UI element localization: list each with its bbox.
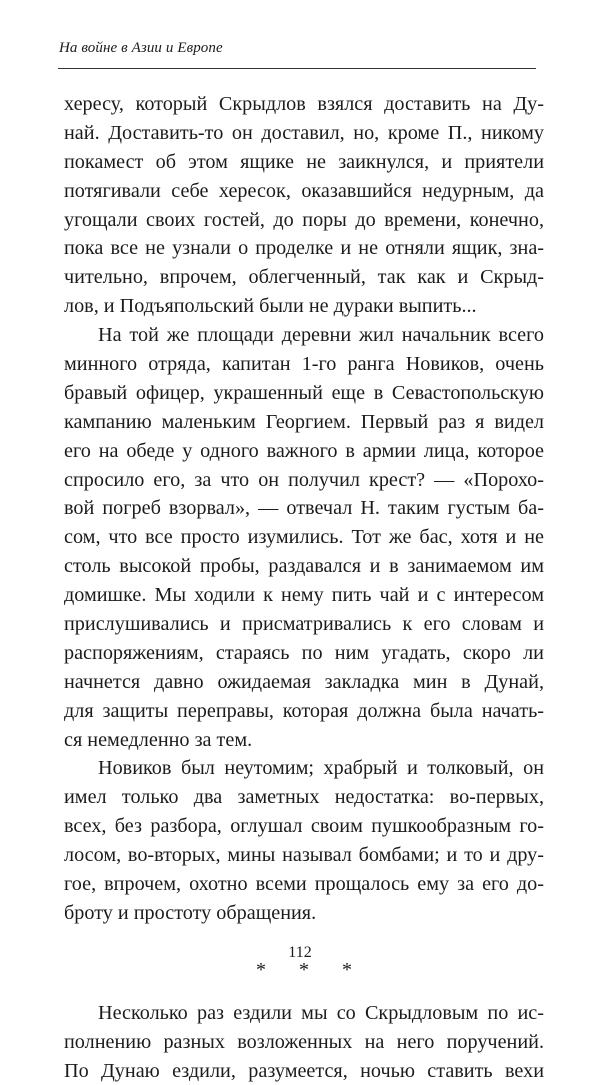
text-line: начнется давно ожидаемая закладка мин в Дунай, (64, 668, 544, 697)
section-break: * * * (64, 956, 544, 985)
spacer (64, 985, 544, 999)
text-line: спросило его, за что он получил крест? — «Порохо- (64, 466, 544, 495)
text-line: По Дунаю ездили, разумеется, ночью ставить вехи (64, 1057, 544, 1085)
running-title: На войне в Азии и Европе (59, 40, 223, 57)
text-line: домишке. Мы ходили к нему пить чай и с интересом (64, 581, 544, 610)
text-line: вой погреб взорвал», — отвечал Н. таким густым ба- (64, 494, 544, 523)
text-line: прислушивались и присматривались к его словам и (64, 610, 544, 639)
page-number: 112 (0, 944, 600, 962)
text-line: угощали своих гостей, до поры до времени, конечно, (64, 206, 544, 235)
text-line: полнению разных возложенных на него поручений. (64, 1028, 544, 1057)
text-line: пока все не узнали о проделке и не отняли ящик, зна- (64, 234, 544, 263)
text-line: сом, что все просто изумились. Тот же бас, хотя и не (64, 523, 544, 552)
paragraph-2 (64, 321, 544, 754)
text-line: Несколько раз ездили мы со Скрыдловым по ис- (64, 999, 544, 1028)
text-line: для защиты переправы, которая должна была начать- (64, 697, 544, 726)
text-line: гое, впрочем, охотно всеми прощалось ему за его до- (64, 870, 544, 899)
text-line: чительно, впрочем, облегченный, так как и Скрыд- (64, 263, 544, 292)
text-line: его на обеде у одного важного в армии лица, которое (64, 437, 544, 466)
text-line: хересу, который Скрыдлов взялся доставить на Ду- (64, 90, 544, 119)
text-line: распоряжениям, стараясь по ним угадать, скоро ли (64, 639, 544, 668)
text-line: лов, и Подъяпольский были не дураки выпить... (64, 292, 544, 321)
text-line: най. Доставить-то он доставил, но, кроме П., никому (64, 119, 544, 148)
text-line: столь высокой пробы, раздавался и в занимаемом им (64, 552, 544, 581)
text-line: ся немедленно за тем. (64, 726, 544, 755)
paragraph-1 (64, 90, 544, 321)
paragraph-4 (64, 999, 544, 1085)
text-line: имел только два заметных недостатка: во-первых, (64, 783, 544, 812)
header-rule (58, 68, 536, 69)
body-text (64, 90, 544, 1085)
text-line: минного отряда, капитан 1-го ранга Новиков, очень (64, 350, 544, 379)
text-line: броту и простоту обращения. (64, 899, 544, 928)
text-line: покамест об этом ящике не заикнулся, и приятели (64, 148, 544, 177)
text-line: лосом, во-вторых, мины называл бомбами; и то и дру- (64, 841, 544, 870)
paragraph-3 (64, 754, 544, 927)
text-line: Новиков был неутомим; храбрый и толковый, он (64, 754, 544, 783)
text-line: бравый офицер, украшенный еще в Севастопольскую (64, 379, 544, 408)
text-line: кампанию маленьким Георгием. Первый раз я видел (64, 408, 544, 437)
text-line: На той же площади деревни жил начальник всего (64, 321, 544, 350)
text-line: потягивали себе хересок, оказавшийся недурным, да (64, 177, 544, 206)
text-line: всех, без разбора, оглушал своим пушкообразным го- (64, 812, 544, 841)
